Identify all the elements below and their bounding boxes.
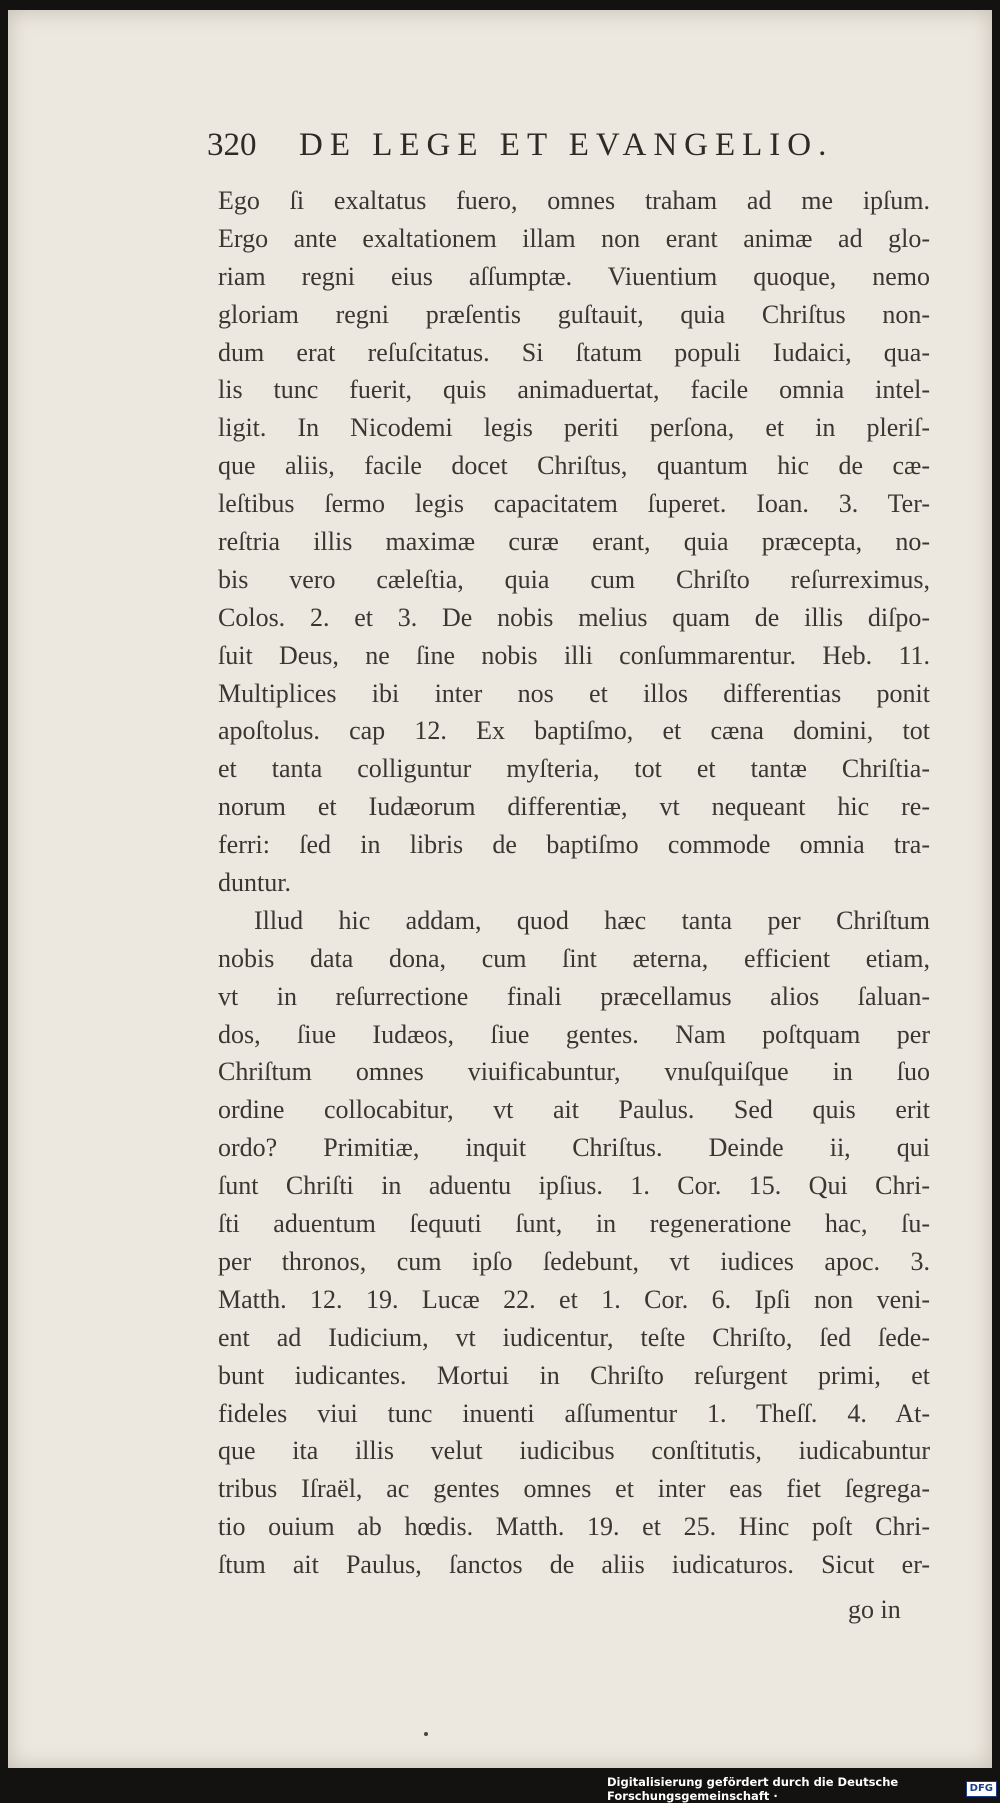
body-text [218, 182, 930, 1584]
text-line: que ita illis velut iudicibus conſtitutis, iudicabuntur [218, 1436, 930, 1466]
text-line: Ego ſi exaltatus fuero, omnes traham ad me ipſum. [218, 186, 930, 215]
credit-text: Digitalisierung gefördert durch die Deutsche Forschungsgemeinschaft · [607, 1775, 899, 1803]
text-line: ſti aduentum ſequuti ſunt, in regeneratione hac, ſu- [218, 1209, 930, 1239]
running-title: DE LEGE ET EVANGELIO. [299, 127, 834, 163]
book-page [8, 10, 992, 1768]
text-line: nobis data dona, cum ſint æterna, efficient etiam, [218, 943, 930, 973]
text-line: Ergo ante exaltationem illam non erant animæ ad glo- [218, 223, 930, 253]
text-line: per thronos, cum ipſo ſedebunt, vt iudices apoc. 3. [218, 1246, 930, 1276]
text-line: duntur. [218, 868, 291, 898]
page-number: 320 [207, 127, 257, 163]
text-line: riam regni eius aſſumptæ. Viuentium quoque, nemo [218, 261, 930, 291]
text-line: ſunt Chriſti in aduentu ipſius. 1. Cor. 15. Qui Chri- [218, 1171, 930, 1201]
digitization-credit [607, 1775, 997, 1803]
text-line: tribus Iſraël, ac gentes omnes et inter eas fiet ſegrega- [218, 1474, 930, 1504]
text-line: apoſtolus. cap 12. Ex baptiſmo, et cæna domini, tot [218, 716, 930, 746]
text-line: que aliis, facile docet Chriſtus, quantum hic de cæ- [218, 451, 930, 481]
text-line: Matth. 12. 19. Lucæ 22. et 1. Cor. 6. Ipſi non veni- [218, 1284, 930, 1314]
text-line: bunt iudicantes. Mortui in Chriſto reſurgent primi, et [218, 1360, 930, 1390]
text-line: Illud hic addam, quod hæc tanta per Chriſtum [254, 905, 930, 935]
dfg-logo: DFG [966, 1781, 997, 1797]
text-line: Chriſtum omnes viuificabuntur, vnuſquiſque in ſuo [218, 1057, 930, 1087]
text-line: bis vero cæleſtia, quia cum Chriſto reſurreximus, [218, 564, 930, 594]
text-line: dos, ſiue Iudæos, ſiue gentes. Nam poſtquam per [218, 1019, 930, 1049]
text-line: Colos. 2. et 3. De nobis melius quam de illis diſpo- [218, 602, 930, 632]
text-line: tio ouium ab hœdis. Matth. 19. et 25. Hinc poſt Chri- [218, 1512, 930, 1542]
text-line: ferri: ſed in libris de baptiſmo commode omnia tra- [218, 830, 930, 860]
text-line: ent ad Iudicium, vt iudicentur, teſte Chriſto, ſed ſede- [218, 1322, 930, 1352]
text-line: ordine collocabitur, vt ait Paulus. Sed quis erit [218, 1095, 930, 1125]
text-line: fideles viui tunc inuenti aſſumentur 1. Theſſ. 4. At- [218, 1398, 930, 1428]
text-line: et tanta colliguntur myſteria, tot et tantæ Chriſtia- [218, 754, 930, 784]
text-line: gloriam regni præſentis guſtauit, quia Chriſtus non- [218, 299, 930, 329]
page-mark [424, 1732, 428, 1736]
text-line: ligit. In Nicodemi legis periti perſona, et in pleriſ- [218, 413, 930, 443]
text-line: reſtria illis maximæ curæ erant, quia præcepta, no- [218, 527, 930, 557]
text-line: leſtibus ſermo legis capacitatem ſuperet. Ioan. 3. Ter- [218, 489, 930, 519]
text-line: vt in reſurrectione finali præcellamus alios ſaluan- [218, 981, 930, 1011]
catchword: go in [848, 1595, 901, 1624]
text-line: ſtum ait Paulus, ſanctos de aliis iudicaturos. Sicut er- [218, 1550, 930, 1580]
text-line: ordo? Primitiæ, inquit Chriſtus. Deinde ii, qui [218, 1133, 930, 1163]
text-line: Multiplices ibi inter nos et illos differentias ponit [218, 678, 930, 708]
text-line: dum erat reſuſcitatus. Si ſtatum populi Iudaici, qua- [218, 337, 930, 367]
page-header [207, 123, 867, 165]
text-line: norum et Iudæorum differentiæ, vt nequeant hic re- [218, 792, 930, 822]
text-line: lis tunc fuerit, quis animaduertat, facile omnia intel- [218, 375, 930, 405]
text-line: ſuit Deus, ne ſine nobis illi conſummarentur. Heb. 11. [218, 640, 930, 670]
